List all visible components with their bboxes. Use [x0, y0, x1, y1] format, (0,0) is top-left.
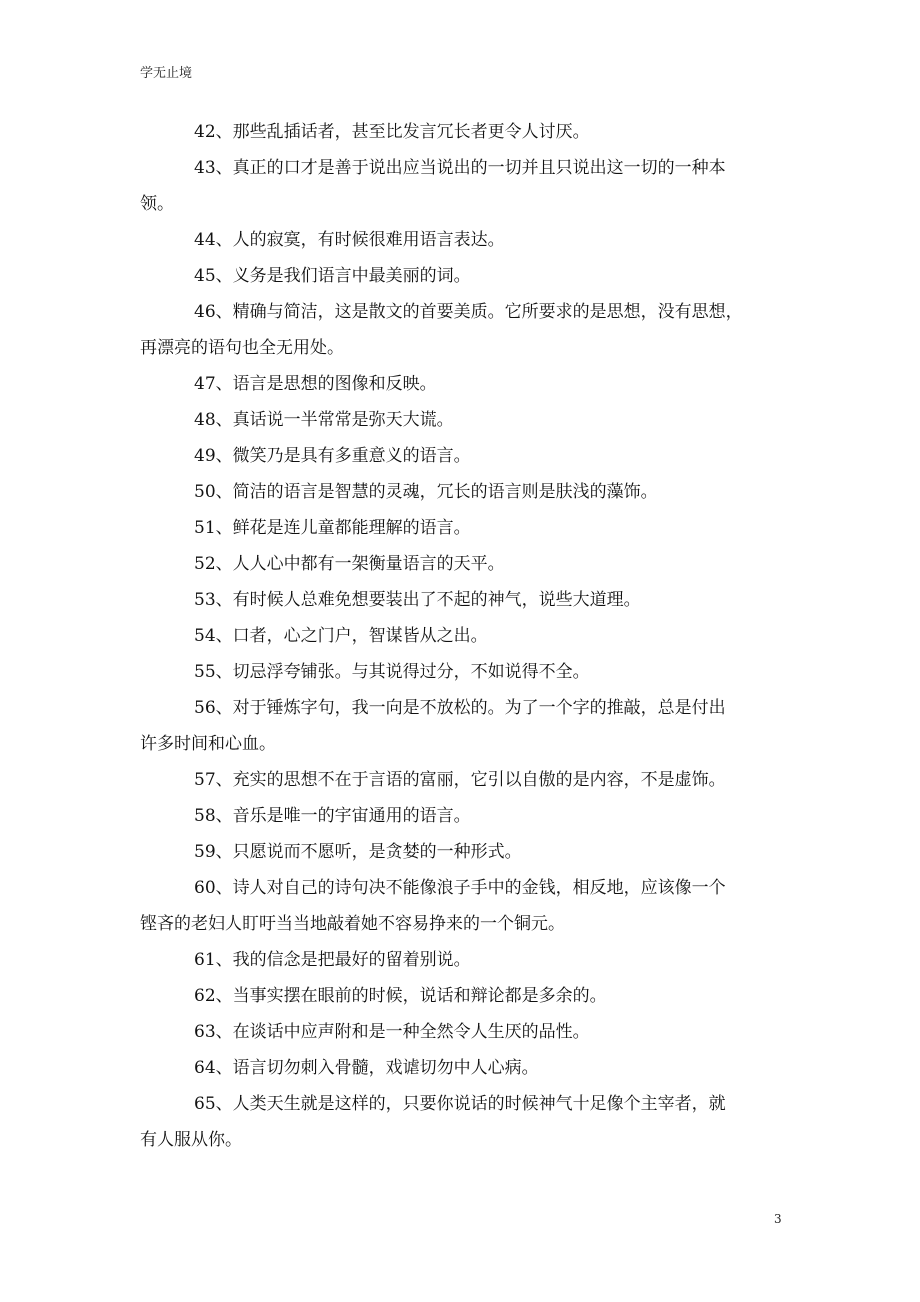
quote-paragraph — [140, 438, 782, 474]
quote-paragraph — [140, 402, 782, 438]
quote-paragraph — [140, 546, 782, 582]
quote-line: 62、当事实摆在眼前的时候，说话和辩论都是多余的。 — [194, 986, 607, 1006]
quote-paragraph — [140, 690, 782, 762]
quote-paragraph — [140, 258, 782, 294]
quote-paragraph — [140, 222, 782, 258]
quote-paragraph — [140, 294, 782, 366]
quote-line: 49、微笑乃是具有多重意义的语言。 — [194, 446, 471, 466]
page-number: 3 — [774, 1212, 782, 1226]
quote-line: 51、鲜花是连儿童都能理解的语言。 — [194, 518, 471, 538]
quote-list — [140, 114, 782, 1158]
quote-paragraph — [140, 510, 782, 546]
quote-line: 54、口者，心之门户，智谋皆从之出。 — [194, 626, 488, 646]
quote-paragraph — [140, 978, 782, 1014]
quote-line: 52、人人心中都有一架衡量语言的天平。 — [194, 554, 505, 574]
quote-paragraph — [140, 582, 782, 618]
quote-line: 61、我的信念是把最好的留着别说。 — [194, 950, 471, 970]
quote-paragraph — [140, 834, 782, 870]
quote-paragraph — [140, 1086, 782, 1158]
quote-paragraph — [140, 618, 782, 654]
quote-line: 50、简洁的语言是智慧的灵魂，冗长的语言则是肤浅的藻饰。 — [194, 482, 658, 502]
quote-paragraph — [140, 114, 782, 150]
quote-line: 46、精确与简洁，这是散文的首要美质。它所要求的是思想，没有思想， — [194, 302, 743, 322]
quote-line: 53、有时候人总难免想要装出了不起的神气，说些大道理。 — [194, 590, 641, 610]
quote-line: 45、义务是我们语言中最美丽的词。 — [194, 266, 471, 286]
quote-line: 64、语言切勿刺入骨髓，戏谑切勿中人心病。 — [194, 1058, 539, 1078]
quote-line: 58、音乐是唯一的宇宙通用的语言。 — [194, 806, 471, 826]
quote-line: 48、真话说一半常常是弥天大谎。 — [194, 410, 454, 430]
quote-line: 42、那些乱插话者，甚至比发言冗长者更令人讨厌。 — [194, 122, 590, 142]
quote-continuation-line: 铿吝的老妇人盯吁当当地敲着她不容易挣来的一个铜元。 — [140, 914, 565, 934]
quote-line: 56、对于锤炼字句，我一向是不放松的。为了一个字的推敲，总是付出 — [194, 698, 726, 718]
quote-continuation-line: 再漂亮的语句也全无用处。 — [140, 338, 344, 358]
quote-continuation-line: 有人服从你。 — [140, 1130, 242, 1150]
quote-line: 55、切忌浮夸铺张。与其说得过分，不如说得不全。 — [194, 662, 590, 682]
quote-paragraph — [140, 798, 782, 834]
quote-paragraph — [140, 366, 782, 402]
quote-paragraph — [140, 1014, 782, 1050]
quote-paragraph — [140, 870, 782, 942]
quote-line: 65、人类天生就是这样的，只要你说话的时候神气十足像个主宰者，就 — [194, 1094, 726, 1114]
quote-line: 47、语言是思想的图像和反映。 — [194, 374, 437, 394]
quote-paragraph — [140, 942, 782, 978]
quote-continuation-line: 许多时间和心血。 — [140, 734, 276, 754]
quote-continuation-line: 领。 — [140, 194, 174, 214]
quote-paragraph — [140, 150, 782, 222]
quote-paragraph — [140, 654, 782, 690]
quote-line: 57、充实的思想不在于言语的富丽，它引以自傲的是内容，不是虚饰。 — [194, 770, 726, 790]
quote-paragraph — [140, 1050, 782, 1086]
quote-paragraph — [140, 762, 782, 798]
quote-line: 44、人的寂寞，有时候很难用语言表达。 — [194, 230, 505, 250]
running-header: 学无止境 — [140, 66, 193, 81]
quote-paragraph — [140, 474, 782, 510]
quote-line: 60、诗人对自己的诗句决不能像浪子手中的金钱，相反地，应该像一个 — [194, 878, 726, 898]
quote-line: 59、只愿说而不愿听，是贪婪的一种形式。 — [194, 842, 522, 862]
quote-line: 43、真正的口才是善于说出应当说出的一切并且只说出这一切的一种本 — [194, 158, 726, 178]
quote-line: 63、在谈话中应声附和是一种全然令人生厌的品性。 — [194, 1022, 590, 1042]
